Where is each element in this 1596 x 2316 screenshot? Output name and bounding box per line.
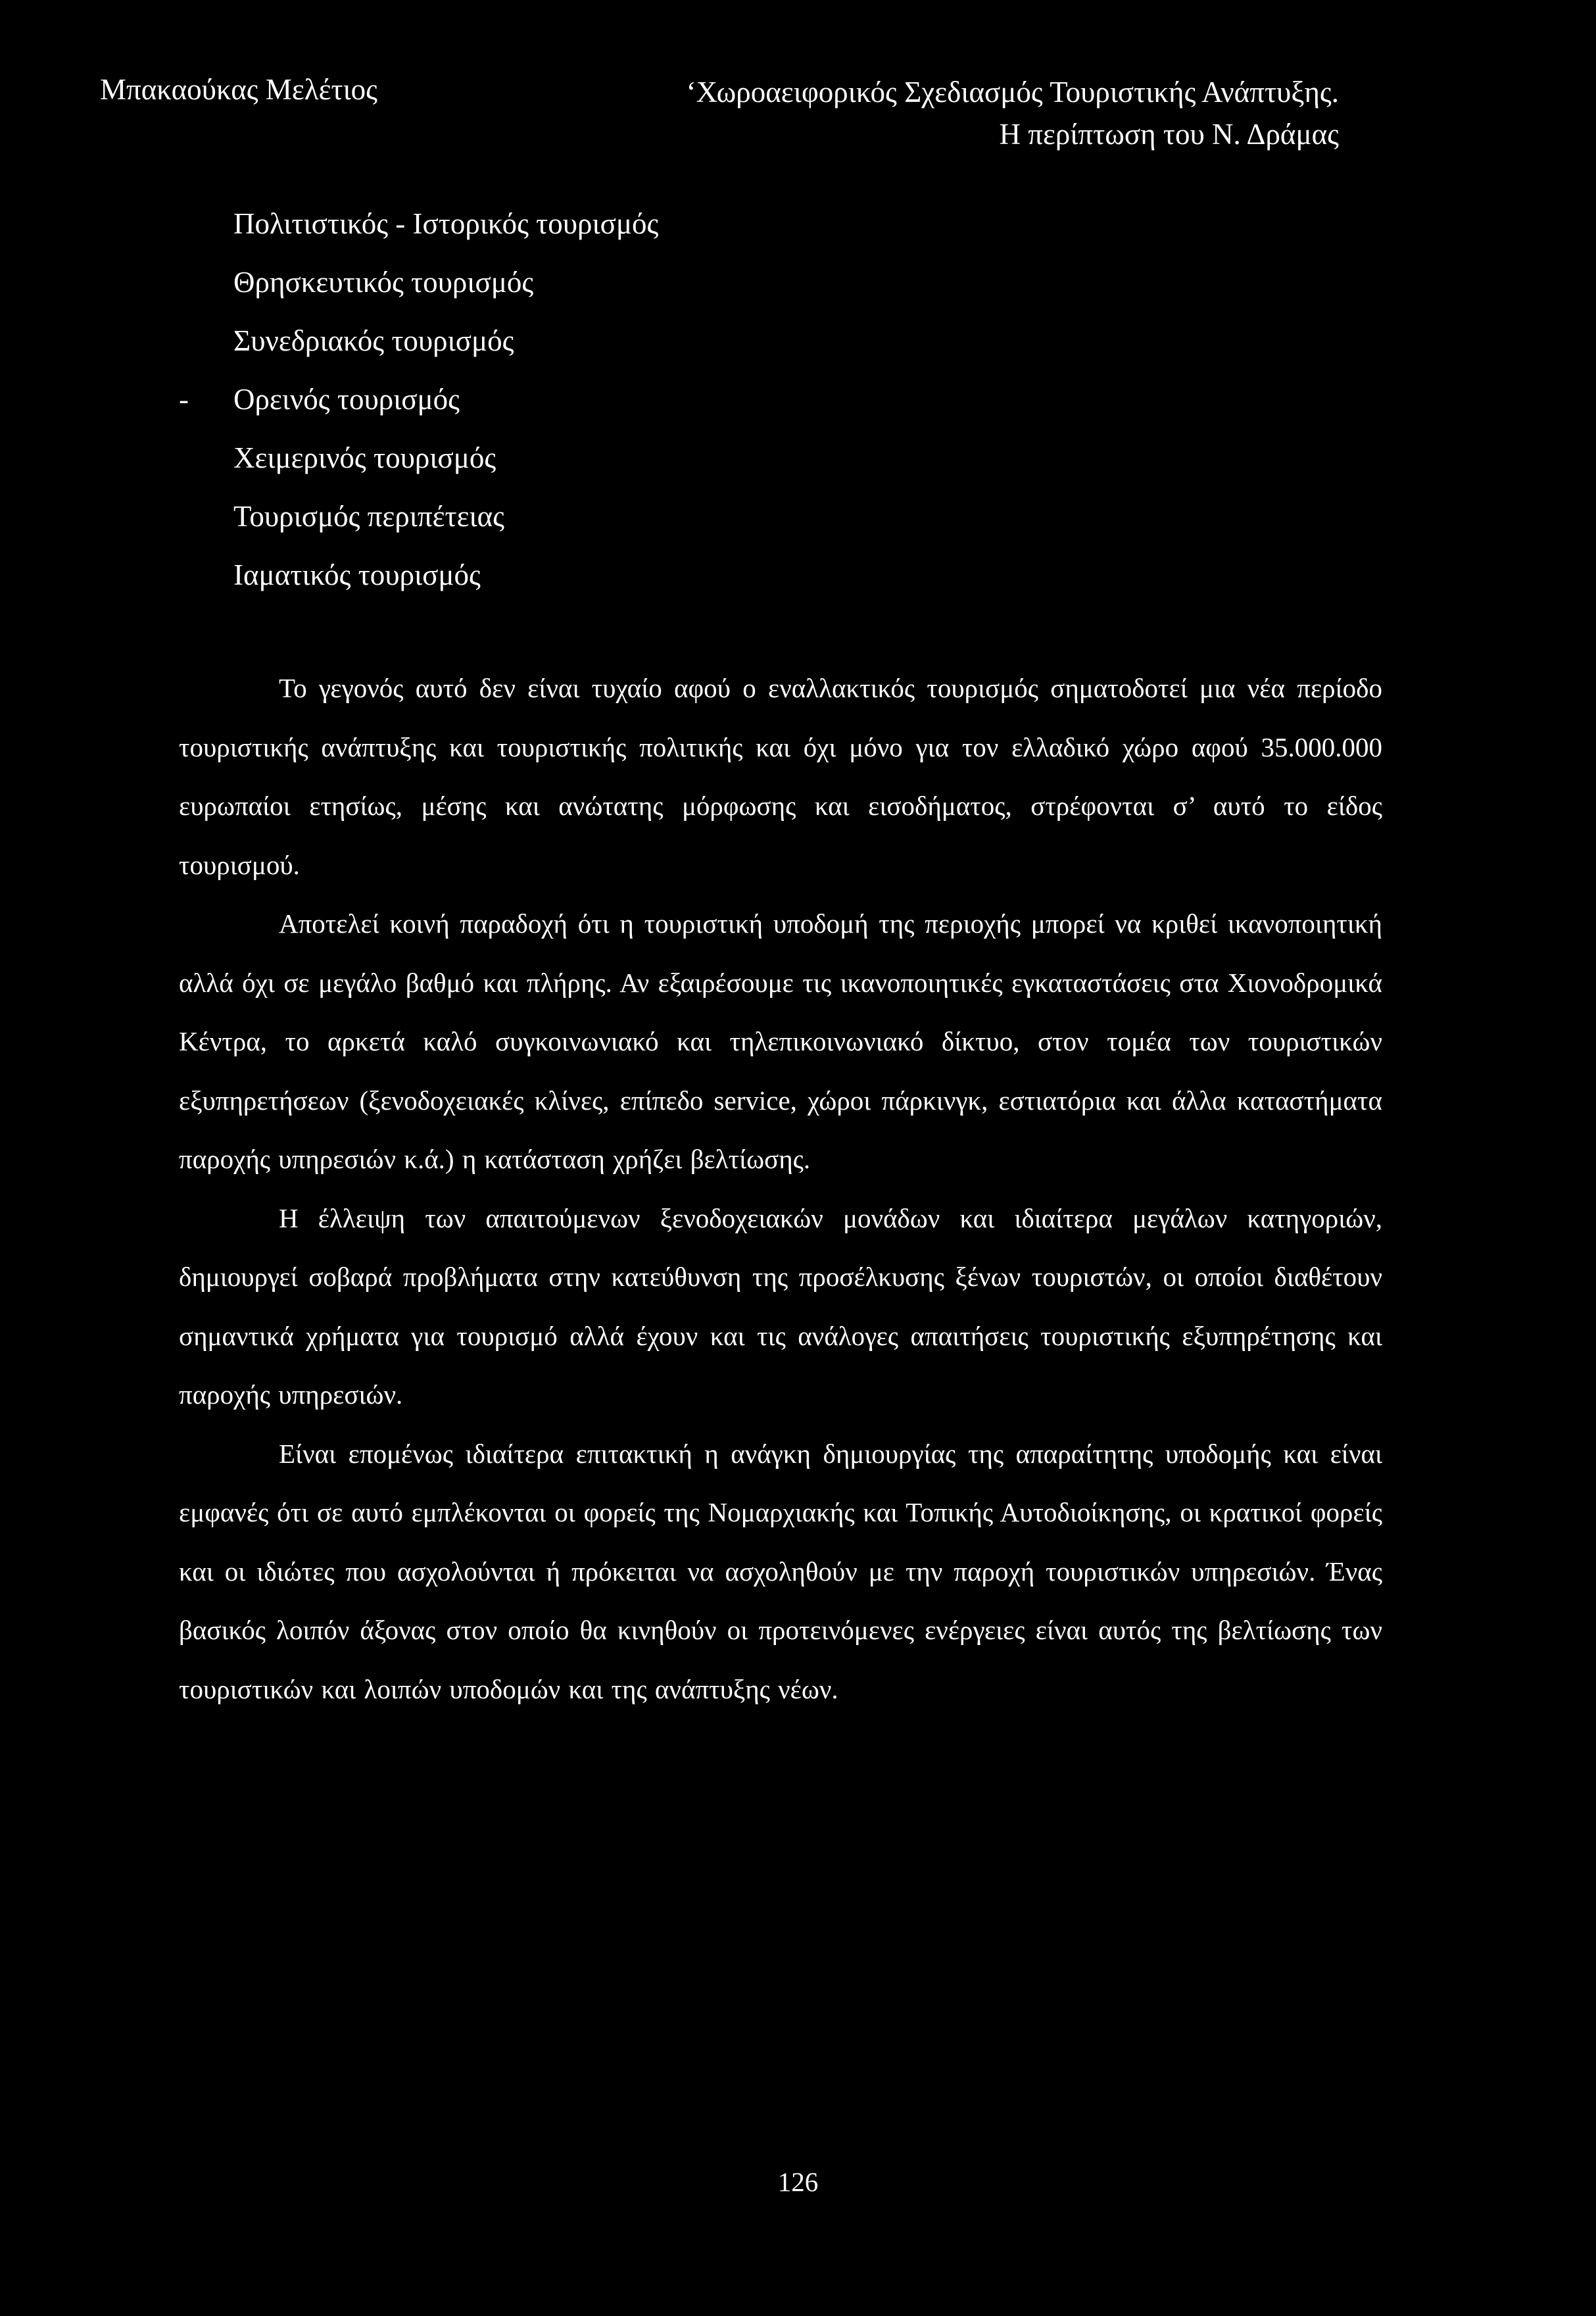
header-title-line1: ‘Χωροαειφορικός Σχεδιασμός Τουριστικής Ανάπτυξης.: [686, 76, 1339, 109]
list-item: [233, 498, 658, 556]
list-item: [233, 556, 658, 615]
list-item-label: Πολιτιστικός - Ιστορικός τουρισμός: [233, 207, 659, 240]
list-item: [233, 322, 658, 381]
tourism-types-list: [179, 205, 659, 615]
list-item-label: Χειμερινός τουρισμός: [233, 441, 496, 474]
list-item-label: Συνεδριακός τουρισμός: [233, 324, 514, 357]
header-title: [579, 71, 1339, 155]
paragraph-alternative-tourism: Το γεγονός αυτό δεν είναι τυχαίο αφού ο εναλλακτικός τουρισμός σηματοδοτεί μια νέα περίοδο τουριστικής ανάπτυξης και τουριστικής πολιτικής και όχι μόνο για τον ελλαδικό χώρο αφού 35.000.000 ευρωπαίοι ετησίως, μέσης και ανώτατης μόρφωσης και εισοδήματος, στρέφονται σ’ αυτό το είδος τουρισμού.: [179, 673, 1382, 880]
paragraph-infrastructure: Αποτελεί κοινή παραδοχή ότι η τουριστική υποδομή της περιοχής μπορεί να κριθεί ικανοποιητική αλλά όχι σε μεγάλο βαθμό και πλήρης. Αν εξαιρέσουμε τις ικανοποιητικές εγκαταστάσεις στα Χιονοδρομικά Κέντρα, το αρκετά καλό συγκοινωνιακό και τηλεπικοινωνιακό δίκτυο, στον τομέα των τουριστικών εξυπηρετήσεων (ξενοδοχειακές κλίνες, επίπεδο service, χώροι πάρκινγκ, εστιατόρια και άλλα καταστήματα παροχής υπηρεσιών κ.ά.) η κατάσταση χρήζει βελτίωσης.: [179, 908, 1382, 1174]
list-item-label: Ιαματικός τουρισμός: [233, 558, 481, 591]
list-dash: -: [179, 383, 189, 416]
list-item: [179, 381, 658, 439]
paragraph-development-axis: Είναι επομένως ιδιαίτερα επιτακτική η ανάγκη δημιουργίας της απαραίτητης υποδομής και είναι εμφανές ότι σε αυτό εμπλέκονται οι φορείς της Νομαρχιακής και Τοπικής Αυτοδιοίκησης, οι κρατικοί φορείς και οι ιδιώτες που ασχολούνται ή πρόκειται να ασχοληθούν με την παροχή τουριστικών υπηρεσιών. Ένας βασικός λοιπόν άξονας στον οποίο θα κινηθούν οι προτεινόμενες ενέργειες είναι αυτός της βελτίωσης των τουριστικών και λοιπών υποδομών και της ανάπτυξης νέων.: [179, 1438, 1382, 1704]
page-number: 126: [777, 2167, 819, 2197]
list-item-label: Θρησκευτικός τουρισμός: [233, 266, 534, 299]
list-item: [233, 439, 658, 498]
header-author: Μπακαούκας Μελέτιος: [100, 73, 378, 106]
paragraph-hotel-shortage: Η έλλειψη των απαιτούμενων ξενοδοχειακών μονάδων και ιδιαίτερα μεγάλων κατηγοριών, δημιουργεί σοβαρά προβλήματα στην κατεύθυνση της προσέλκυσης ξένων τουριστών, οι οποίοι διαθέτουν σημαντικά χρήματα για τουρισμό αλλά έχουν και τις ανάλογες απαιτήσεις τουριστικής εξυπηρέτησης και παροχής υπηρεσιών.: [179, 1202, 1382, 1410]
body-text: [179, 659, 1382, 1719]
list-item-label: Ορεινός τουρισμός: [233, 383, 460, 416]
list-item-label: Τουρισμός περιπέτειας: [233, 500, 504, 533]
header-title-line2: Η περίπτωση του Ν. Δράμας: [999, 118, 1339, 151]
list-item: [233, 264, 658, 322]
list-item: [233, 205, 658, 264]
